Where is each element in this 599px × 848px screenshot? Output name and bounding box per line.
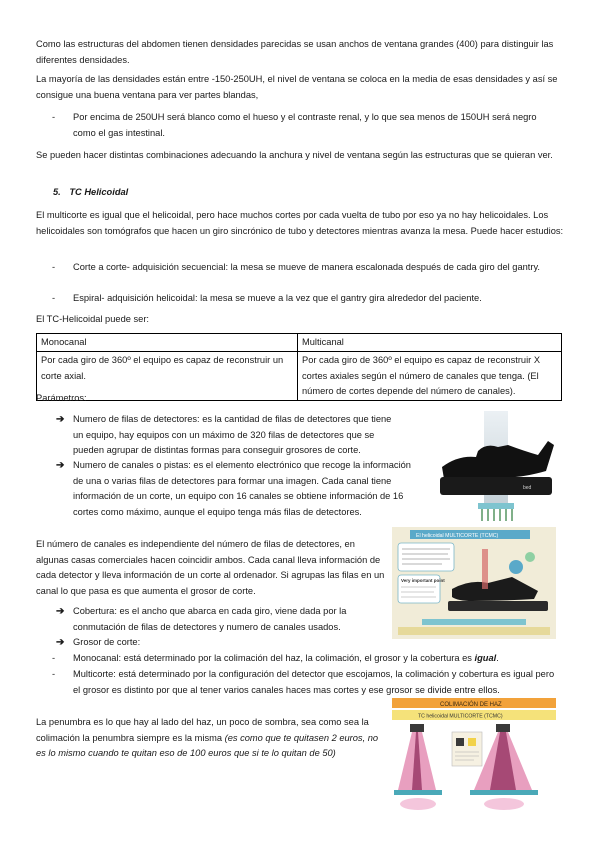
table-cell-multicanal: Por cada giro de 360º el equipo es capaz de reconstruir X cortes axiales según el número de canales que tenga. (El número de cortes depende del número de canales). [298,352,562,401]
thickness-monocanal-end: . [496,653,499,663]
table-row [37,352,562,401]
beam-collimation-diagram [392,698,556,814]
paragraph-window-width: Como las estructuras del abdomen tienen densidades parecidas se usan anchos de ventana grandes (400) para distinguir las diferentes densidades. [36,39,554,65]
parameters-label: Parámetros: [36,393,87,403]
study-item-helical: Espiral- adquisición helicoidal: la mesa se mueve a la vez que el gantry gira alrededor del paciente. [73,293,482,303]
param-coverage: Cobertura: es el ancho que abarca en cada giro, viene dada por la conmutación de filas de detectores y numero de canales usados. [73,606,347,632]
arrow-bullet-icon: ➔ [56,414,65,425]
multicorte-diagram-figure [392,527,556,639]
bed-label: bed [523,485,532,491]
thickness-emphasis: igual [474,653,497,663]
arrow-bullet-icon: ➔ [56,460,65,471]
paragraph-density-range: La mayoría de las densidades están entre -150-250UH, el nivel de ventana se coloca en la media de esas densidades y así se consigue una buena ventana para ver partes blandas, [36,74,558,100]
thickness-monocanal-text: Monocanal: está determinado por la colimación del haz, la colimación, el grosor y la cobertura es [73,653,475,663]
section-title: TC Helicoidal [69,187,129,197]
table-header-multicanal: Multicanal [298,334,562,352]
paragraph-channels-independence: El número de canales es independiente del número de filas de detectores, en algunas casas comerciales hacen coincidir ambos. Cada canal lleva información de cada detector y lleva información de un corte al ordenador. Si agrupas las filas en un canal lo que pasa es que aumenta el grosor de corte. [36,539,385,596]
arrow-bullet-icon: ➔ [56,637,65,648]
penumbra-text: La penumbra es lo que hay al lado del haz, un poco de sombra, sea como sea la colimación la penumbra siempre es la misma [36,717,369,743]
section-number: 5. [53,187,61,197]
bullet-window-level: Por encima de 250UH será blanco como el hueso y el contraste renal, y lo que sea menos de 150UH será negro como el gas intestinal. [73,112,537,138]
bullet-dash: - [52,669,56,679]
paragraph-multicorte: El multicorte es igual que el helicoidal, pero hace muchos cortes por cada vuelta de tubo por eso ya no hay helicoidales. Los helicoidales son tomógrafos que hacen un giro sincrónico de tubo y detectores mientras avanza la mesa. Puede hacer estudios: [36,210,564,236]
thickness-monocanal [73,651,553,667]
paragraph-tc-types: El TC-Helicoidal puede ser: [36,314,149,324]
penumbra-example: (es como que te quitasen 2 euros, no es lo mismo cuando te quitan eso de 100 euros que si te lo quitan de 50) [36,732,379,758]
multicorte-diagram [392,527,556,639]
bullet-dash: - [52,112,56,122]
table-cell-monocanal: Por cada giro de 360º el equipo es capaz de reconstruir un corte axial. [37,352,298,401]
fig3-title: COLIMACIÓN DE HAZ [440,702,502,708]
paragraph-combinations: Se pueden hacer distintas combinaciones adecuando la anchura y nivel de ventana según las estructuras que se quieran ver. [36,150,553,160]
param-channels: Numero de canales o pistas: es el elemento electrónico que recoge la información de una o varias filas de detectores para formar una imagen. Cada canal tiene información de un corte, un equipo con 16 canales se obtiene información de 16 cortes como máximo, aunque el equipo tenga más filas de detectores. [73,460,411,517]
param-slice-thickness: Grosor de corte: [73,637,141,647]
paragraph-penumbra [36,715,381,762]
table-header-monocanal: Monocanal [37,334,298,352]
study-item-sequential: Corte a corte- adquisición secuencial: la mesa se mueve de manera escalonada después de cada giro del gantry. [73,262,541,272]
fig3-header: TC helicoidal MULTICORTE (TCMC) [418,713,503,720]
fig2-header: El helicoidal MULTICORTE (TCMC) [416,533,499,539]
param-detector-rows: Numero de filas de detectores: es la cantidad de filas de detectores que tiene un equipo, hay equipos con un máximo de 320 filas de detectores que se pueden agrupar de distintas formas para conseguir grosores de corte. [73,414,392,455]
arrow-bullet-icon: ➔ [56,606,65,617]
bullet-dash: - [52,262,56,272]
section-heading [53,185,128,201]
fig2-note: Very important point [401,578,445,583]
bullet-dash: - [52,653,56,663]
thickness-multicorte: Multicorte: está determinado por la configuración del detector que escojamos, la colimación y cobertura es igual pero el grosor es distinto por que al tener varios canales haces mas cortes y ese grosor se divide entre ellos. [73,669,555,695]
ct-gantry-figure [438,411,557,525]
beam-collimation-figure [392,698,556,814]
bullet-dash: - [52,293,56,303]
comparison-table [36,333,562,401]
table-header-row [37,334,562,352]
ct-gantry-illustration [438,411,557,525]
